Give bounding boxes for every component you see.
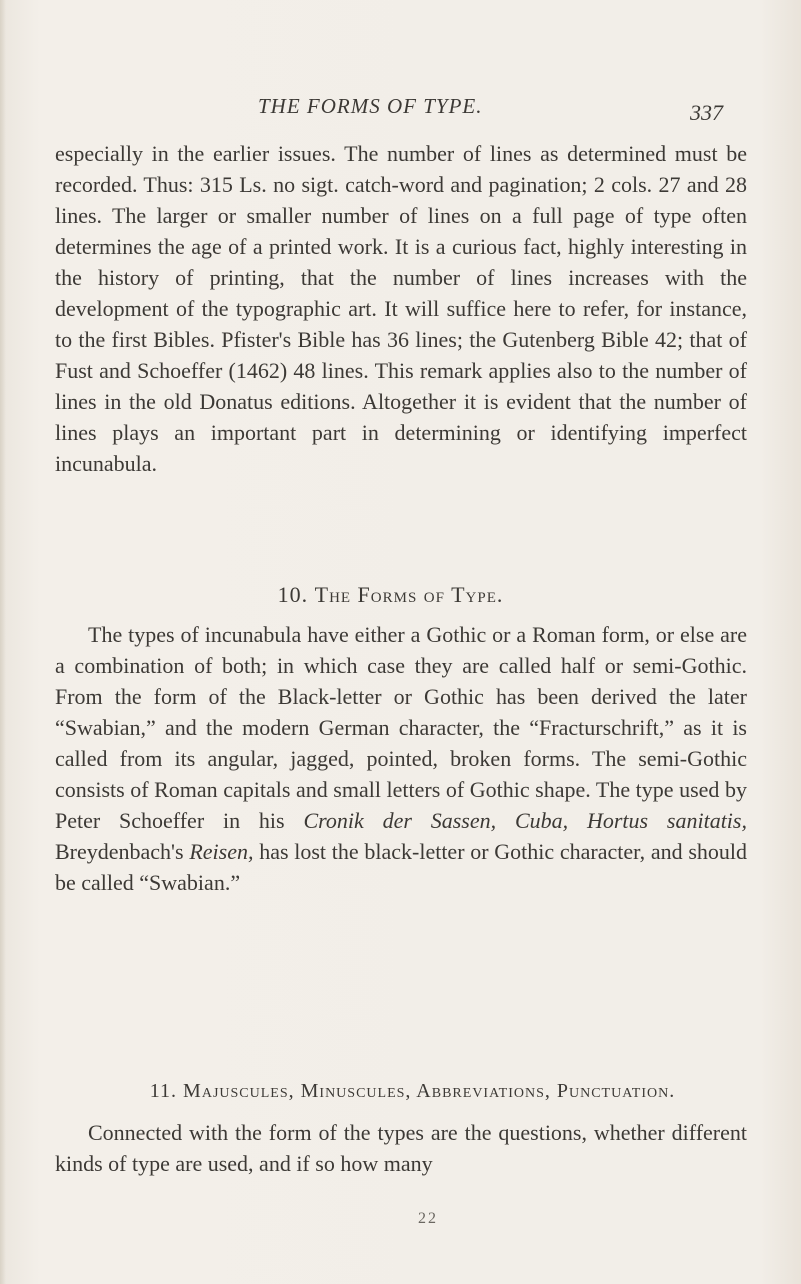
book-titles-italic: Cronik der Sassen, Cuba, Hortus sanitatis,	[303, 808, 747, 833]
section-number: 11.	[149, 1080, 178, 1102]
running-head-title: THE FORMS OF TYPE.	[258, 94, 483, 118]
running-head	[0, 94, 801, 124]
section-heading-10	[0, 582, 791, 608]
paragraph-1: especially in the earlier issues. The number of lines as determined must be recorded. Thus: 315 Ls. no sigt. catch-word and pagination; 2 cols. 27 and 28 lines. The larger or smaller number of lines on a full page of type often determines the age of a printed work. It is a curious fact, highly interesting in the history of printing, that the number of lines increases with the development of the typographic art. It will suffice here to refer, for instance, to the first Bibles. Pfister's Bible has 36 lines; the Gutenberg Bible 42; that of Fust and Schoeffer (1462) 48 lines. This remark applies also to the number of lines in the old Donatus editions. Altogether it is evident that the number of lines plays an important part in determining or identifying imperfect incunabula.	[55, 141, 747, 476]
page-gutter-shadow	[0, 0, 6, 1284]
section-title: The Forms of Type.	[314, 582, 504, 607]
section-number: 10.	[277, 582, 309, 607]
paragraph-3: Connected with the form of the types are the questions, whether different kinds of type are used, and if so how many	[55, 1120, 747, 1176]
page-number: 337	[690, 100, 723, 125]
paragraph-2-text: The types of incunabula have either a Gothic or a Roman form, or else are a combination of both; in which case they are called half or semi-Gothic. From the form of the Black-letter or Gothic has been derived the later “Swabian,” and the modern German character, the “Fracturschrift,” as it is called from its angular, jagged, pointed, broken forms. The semi-Gothic consists of Roman capitals and small letters of Gothic shape. The type used by Peter Schoeffer in his	[55, 622, 747, 833]
paragraph-2-text: has lost the black-letter or Gothic character, and should be called “Swabian.”	[55, 839, 747, 895]
section-title: Majuscules, Minuscules, Abbreviations, Punctuation.	[183, 1080, 676, 1102]
signature-mark: 22	[418, 1210, 438, 1227]
section-heading-11	[12, 1080, 801, 1103]
book-title-italic: Reisen,	[189, 839, 254, 864]
paragraph-2-text: Breydenbach's	[55, 839, 190, 864]
paragraph-2	[55, 619, 747, 898]
